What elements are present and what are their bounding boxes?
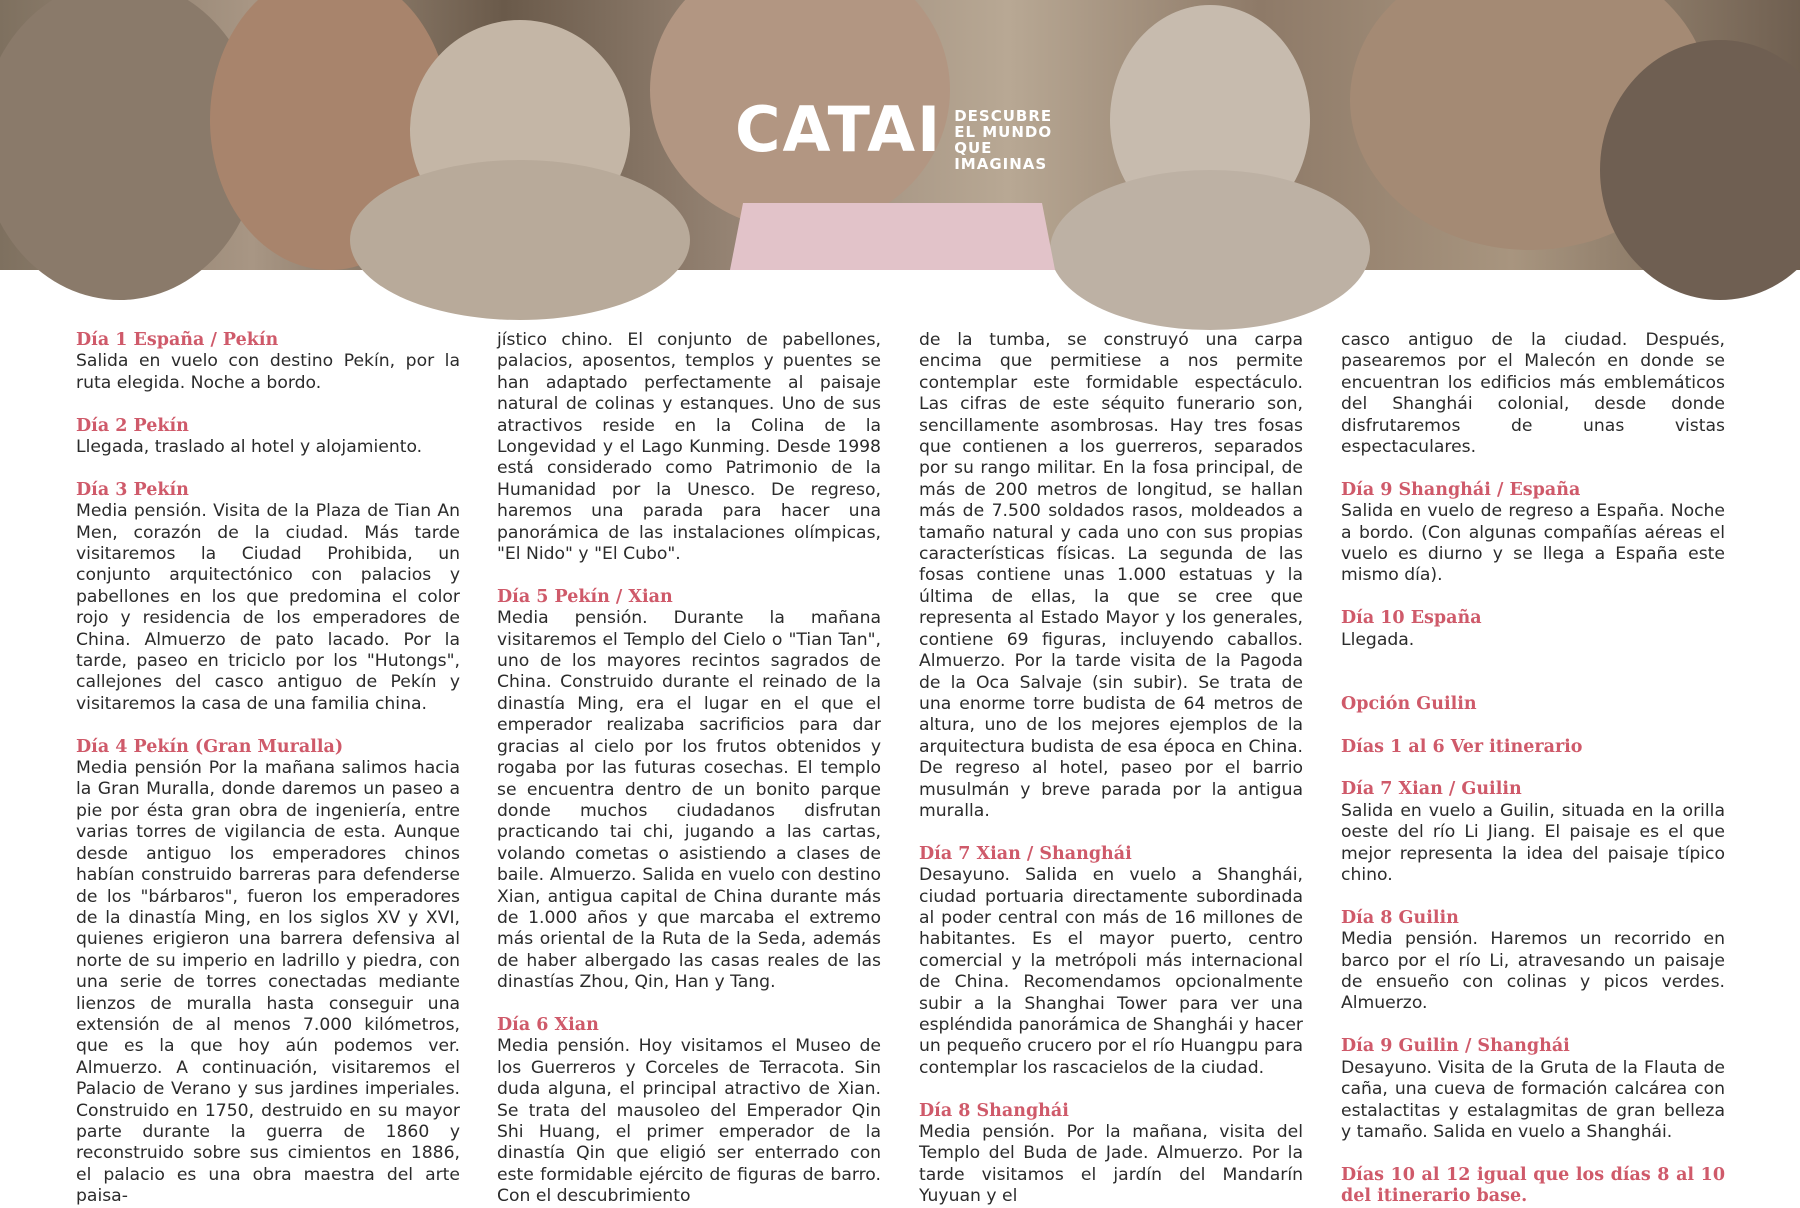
day-text: Salida en vuelo con destino Pekín, por la ruta elegida. Noche a bordo. xyxy=(76,351,460,393)
day-block xyxy=(919,1101,1303,1208)
day-text: Desayuno. Salida en vuelo a Shanghái, ciudad portuaria directamente subordinada al poder central con más de 16 millones de habitantes. Es el mayor puerto, centro comercial y la metrópoli más internacional de China. Recomendamos opcionalmente subir a la Shanghai Tower para ver una espléndida panorámica de Shanghái y hacer un pequeño crucero por el río Huangpu para contemplar los rascacielos de la ciudad. xyxy=(919,865,1303,1078)
day-heading: Día 8 Guilin xyxy=(1341,907,1459,928)
day-block xyxy=(919,844,1303,1079)
day-heading: Día 9 Shanghái / España xyxy=(1341,479,1581,500)
day-text: Media pensión Por la mañana salimos hacia la Gran Muralla, donde daremos un paseo a pie por ésta gran obra de ingeniería, entre varias torres de vigilancia de esta. Aunque desde antiguo los emperadores chinos habían construido barreras para defenderse de los "bárbaros", fueron los emperadores de la dinastía Ming, en los siglos XV y XVI, quienes erigieron una barrera defensiva al norte de su imperio en ladrillo y piedra, con una serie de torres conectadas mediante lienzos de muralla hasta conseguir una extensión de al menos 7.000 kilómetros, que es la que hoy aún podemos ver. Almuerzo. A continuación, visitaremos el Palacio de Verano y sus jardines imperiales. Construido en 1750, destruido en su mayor parte durante la guerra de 1860 y reconstruido sobre sus cimientos en 1886, el palacio es una obra maestra del arte paisa- xyxy=(76,758,460,1207)
option-heading: Opción Guilin xyxy=(1341,693,1477,714)
day-text: Desayuno. Visita de la Gruta de la Flauta de caña, una cueva de formación calcárea con estalactitas y estalagmitas de gran belleza y tamaño. Salida en vuelo a Shanghái. xyxy=(1341,1057,1725,1142)
header-tab xyxy=(730,203,1055,270)
day-heading: Día 7 Xian / Guilin xyxy=(1341,779,1522,800)
day-block xyxy=(1341,737,1725,758)
logo-wordmark: CATAI xyxy=(735,93,943,166)
day-heading: Día 9 Guilin / Shanghái xyxy=(1341,1036,1570,1057)
day-block xyxy=(1341,608,1725,651)
hero-image xyxy=(0,0,1800,270)
day-heading: Días 10 al 12 igual que los días 8 al 10 del itinerario base. xyxy=(1341,1164,1725,1207)
day-heading: Día 8 Shanghái xyxy=(919,1100,1069,1121)
day-text: Media pensión. Por la mañana, visita del Templo del Buda de Jade. Almuerzo. Por la tarde visitamos el jardín del Mandarín Yuyuan y el xyxy=(919,1122,1303,1207)
day-block xyxy=(1341,779,1725,886)
day-block xyxy=(76,480,460,715)
day-text: casco antiguo de la ciudad. Después, pasearemos por el Malecón en donde se encuentran los edificios más emblemáticos del Shanghái colonial, desde donde disfrutaremos de unas vistas espectaculares. xyxy=(1341,330,1725,458)
continued-text xyxy=(919,330,1303,822)
day-block xyxy=(1341,480,1725,587)
day-text: de la tumba, se construyó una carpa encima que permitiese a nos permite contemplar este formidable espectáculo. Las cifras de este séquito funerario son, sencillamente asombrosas. Hay tres fosas que contienen a los guerreros, separados por su rango militar. En la fosa principal, de más de 200 metros de longitud, se hallan más de 7.500 soldados rasos, moldeados a tamaño natural y cada uno con sus propias características físicas. La segunda de las fosas contiene unas 1.000 estatuas y la última de ellas, la que se cree que representa al Estado Mayor y los generales, contiene 69 figuras, incluyendo caballos. Almuerzo. Por la tarde visita de la Pagoda de la Oca Salvaje (sin subir). Se trata de una enorme torre budista de 64 metros de altura, uno de los mejores ejemplos de la arquitectura budista de esa época en China. De regreso al hotel, paseo por el barrio musulmán y breve parada por la antigua muralla. xyxy=(919,330,1303,821)
day-block xyxy=(497,1015,881,1208)
day-text: jístico chino. El conjunto de pabellones, palacios, aposentos, templos y puentes se han adaptado perfectamente al paisaje natural de colinas y estanques. Uno de sus atractivos reside en la Colina de la Longevidad y el Lago Kunming. Desde 1998 está considerado como Patrimonio de la Humanidad por la Unesco. De regreso, haremos una parada para hacer una panorámica de las instalaciones olímpicas, "El Nido" y "El Cubo". xyxy=(497,330,881,565)
day-text: Media pensión. Visita de la Plaza de Tian An Men, corazón de la ciudad. Más tarde visitaremos la Ciudad Prohibida, un conjunto arquitectónico con palacios y pabellones en los que predomina el color rojo y residencia de los emperadores de China. Almuerzo de pato lacado. Por la tarde, paseo en triciclo por los "Hutongs", callejones del casco antiguo de Pekín y visitaremos la casa de una familia china. xyxy=(76,501,460,714)
day-heading: Día 3 Pekín xyxy=(76,479,189,500)
day-heading: Día 6 Xian xyxy=(497,1014,599,1035)
day-heading: Día 10 España xyxy=(1341,608,1482,629)
brand-logo[interactable] xyxy=(735,93,1079,173)
day-block xyxy=(76,737,460,1208)
column-2 xyxy=(497,330,881,1207)
day-text: Media pensión. Durante la mañana visitaremos el Templo del Cielo o "Tian Tan", uno de los mayores recintos sagrados de China. Construido durante el reinado de la dinastía Ming, era el lugar en el que el emperador realizaba sacrificios para dar gracias al cielo por los frutos obtenidos y rogaba por las futuras cosechas. El templo se encuentra dentro de un bonito parque donde muchos ciudadanos disfrutan practicando tai chi, jugando a las cartas, volando cometas o asistiendo a clases de baile. Almuerzo. Salida en vuelo con destino Xian, antigua capital de China durante más de 1.000 años y que marcaba el extremo más oriental de la Ruta de la Seda, además de haber albergado las casas reales de las dinastías Zhou, Qin, Han y Tang. xyxy=(497,608,881,993)
day-block xyxy=(76,416,460,459)
day-block xyxy=(76,330,460,394)
continued-text xyxy=(1341,330,1725,458)
day-heading: Día 2 Pekín xyxy=(76,415,189,436)
column-4 xyxy=(1341,330,1725,1207)
day-heading: Día 7 Xian / Shanghái xyxy=(919,843,1132,864)
day-block xyxy=(1341,1165,1725,1208)
day-block xyxy=(497,587,881,994)
day-text: Llegada, traslado al hotel y alojamiento. xyxy=(76,437,423,458)
day-heading: Día 4 Pekín (Gran Muralla) xyxy=(76,736,344,757)
day-text: Salida en vuelo de regreso a España. Noche a bordo. (Con algunas compañías aéreas el vuelo es diurno y se llega a España este mismo día). xyxy=(1341,501,1725,586)
day-text: Llegada. xyxy=(1341,629,1415,650)
day-text: Media pensión. Haremos un recorrido en barco por el río Li, atravesando un paisaje de ensueño con colinas y picos verdes. Almuerzo. xyxy=(1341,929,1725,1014)
day-block xyxy=(1341,1036,1725,1143)
day-text: Salida en vuelo a Guilin, situada en la orilla oeste del río Li Jiang. El paisaje es el que mejor representa la idea del paisaje típico chino. xyxy=(1341,800,1725,886)
column-1 xyxy=(76,330,460,1207)
day-heading: Día 1 España / Pekín xyxy=(76,330,279,350)
continued-text xyxy=(497,330,881,565)
day-heading: Días 1 al 6 Ver itinerario xyxy=(1341,736,1583,757)
day-heading: Día 5 Pekín / Xian xyxy=(497,586,673,607)
day-text: Media pensión. Hoy visitamos el Museo de los Guerreros y Corceles de Terracota. Sin duda alguna, el principal atractivo de Xian. Se trata del mausoleo del Emperador Qin Shi Huang, el primer emperador de la dinastía Qin que eligió ser enterrado con este formidable ejército de figuras de barro. Con el descubrimiento xyxy=(497,1036,881,1207)
spacer xyxy=(1341,672,1725,693)
day-block xyxy=(1341,908,1725,1015)
column-3 xyxy=(919,330,1303,1207)
logo-tagline: DESCUBRE EL MUNDO QUE IMAGINAS xyxy=(954,107,1053,173)
option-heading-block xyxy=(1341,694,1725,715)
